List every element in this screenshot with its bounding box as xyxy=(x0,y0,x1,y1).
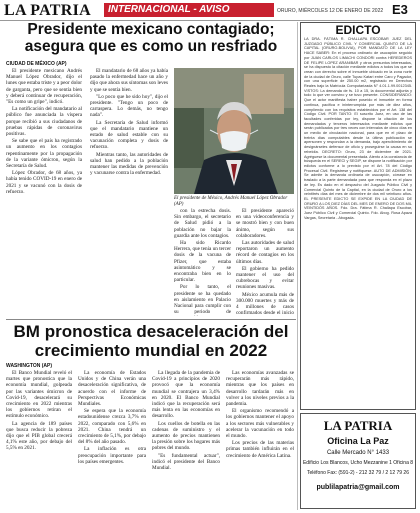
photo-caption: El presidente de México, Andrés Manuel López Obrador (AP) xyxy=(174,196,288,207)
ad-phone: Teléfono Fax: (591-2) - 212 32 79 / 2 12 79 26 xyxy=(306,470,409,476)
paragraph: El Banco Mundial reveló el martes que pronostica que la economía mundial, golpeada por las variantes ómicron de Covid-19, desacelerará su crecimiento en 2022 mientras los gobiernos retiran el estímulo económico. xyxy=(6,370,72,420)
paragraph: López Obrador, de 68 años, ya había tenido COVID-19 en enero de 2021 y se vacunó con la dosis de refuerzo. xyxy=(6,170,82,195)
story1-column-4 xyxy=(236,208,294,316)
paragraph: La llegada de la pandemia de Covid-19 a principios de 2020 provocó que la economía mundial se contrajera un 3,4% en 2020. El Banco Mundial indicó que la recuperación será más lenta en las economías en desarrollo. xyxy=(152,370,220,420)
story2-column-4 xyxy=(226,370,294,510)
paragraph: La economía de Estados Unidos y de China verán una desaceleración significativa, de acuerdo con el informe de Perspectivas Económicas Mundiales. xyxy=(78,370,146,408)
paragraph: El organismo recomendó a los gobiernos mantener el apoyo a los sectores más vulnerables y acelerar la vacunación en todo el mundo. xyxy=(226,408,294,440)
story2-column-3 xyxy=(152,370,220,510)
paragraph: Los cuellos de botella en las cadenas de suministro y el aumento de precios mantienen la presión sobre los hogares más pobres del mundo. xyxy=(152,420,220,452)
ad-building: Edificio Los Blancos, Ucho Mezzanine 1 Oficina 8 xyxy=(302,460,414,466)
paragraph: La inflación es otra preocupación importante para los países emergentes. xyxy=(78,446,146,465)
paragraph: Mientras tanto, las autoridades de salud han pedido a la población mantener las medidas de prevención y vacunarse contra la enfermedad. xyxy=(90,151,168,177)
paragraph: Ha sido Ricardo Herrera, que tenía un tercer dosis de la vacuna de Pfizer, que estaba asintomático y se encontraba bien en lo particular. xyxy=(174,240,231,284)
story2-dateline: WASHINGTON (AP) xyxy=(6,363,53,369)
column-divider xyxy=(297,22,298,510)
ad-subtitle: Oficina La Paz xyxy=(327,436,389,446)
president-photo-image xyxy=(174,68,294,194)
ad-address: Calle Mercado N° 1433 xyxy=(326,450,390,456)
paragraph: México acumula más de 300.000 muertes y más de 4 millones de casos confirmados desde el inicio xyxy=(236,291,294,316)
president-photo xyxy=(174,68,294,194)
paragraph: El presidente mexicano Andrés Manuel López Obrador, dijo el lunes que estaba triste y a peor dolor de garganta, pero que se sentía bien y deberá continuar de recuperación, "Es como un gripe", indicó. xyxy=(6,68,82,106)
story2-headline: BM pronostica desaceleración del crecimiento mundial en 2022 xyxy=(13,322,289,360)
story1-column-2 xyxy=(90,68,168,316)
story1-column-1 xyxy=(6,68,82,316)
ad-title: LA PATRIA xyxy=(323,418,393,433)
section-title: INTERNACIONAL - AVISO xyxy=(108,4,230,15)
story1-column-3 xyxy=(174,208,231,316)
paragraph: "Lo poco que he sido hoy", dijo el presidente. "Tengo un poco de carraspera. Lo demás, no tengo nada". xyxy=(90,93,168,119)
page-header xyxy=(0,0,420,21)
legal-notice-title: EDICTO xyxy=(335,23,381,37)
paragraph: Por lo tanto, el presidente se ha quedado en aislamiento en Palacio Nacional para cumplir con su periodo de xyxy=(174,284,231,316)
legal-notice xyxy=(300,22,416,410)
paragraph: Se sabe que el país ha registrado un aumento en los contagios repentinamente por la propagación de la variante ómicron, según la Secretaría de Salud. xyxy=(6,138,82,170)
paragraph: con la estrecha dosis. Sin embargo, el secretario de Salud pidió a la población no bajar la guardia ante los contagios. xyxy=(174,208,231,239)
paragraph: Las autoridades de salud reportaron un aumento récord de contagios en los últimos días. xyxy=(236,240,294,265)
story1-headline: Presidente mexicano contagiado; asegura que es como un resfriado xyxy=(24,21,278,55)
paragraph: "Es fundamental actuar", indicó el presidente del Banco Mundial. xyxy=(152,452,220,472)
ad-email[interactable]: publilapatria@gmail.com xyxy=(316,484,400,491)
issue-date: ORURO, MIÉRCOLES 12 DE ENERO DE 2022 xyxy=(277,8,384,14)
paragraph: Los precios de las materias primas también influirán en el crecimiento de América Latina. xyxy=(226,440,294,459)
story2-column-2 xyxy=(78,370,146,510)
paragraph: El presidente apareció en una videoconferencia y se mostró bien y con buen ánimo, según sus colaboradores. xyxy=(236,208,294,239)
paragraph: El mandatario de 68 años ya había pasado la enfermedad hace un año y dijo que ahora sus síntomas son leves y que se sentía bien. xyxy=(90,68,168,93)
paragraph: La agencia de 189 países que busca reducir la pobreza dijo que el PIB global crecerá 4,1% este año, por debajo del 5,5% en 2021. xyxy=(6,420,72,452)
paragraph: Las economías avanzadas se recuperarán más rápido, mientras que los países en desarrollo tardarán más en volver a los niveles previos a la pandemia. xyxy=(226,370,294,408)
paragraph: El gobierno ha pedido mantener el uso del cubrebocas y evitar reuniones masivas. xyxy=(236,265,294,291)
section-bar xyxy=(104,3,274,17)
story1-dateline: CIUDAD DE MÉXICO (AP) xyxy=(6,61,67,67)
masthead: LA PATRIA xyxy=(4,2,92,19)
story2-column-1 xyxy=(6,370,72,510)
paragraph: La Secretaría de Salud informó que el mandatario mantiene un estado de salud estable con su vacunación completa y dosis de refuerzo. xyxy=(90,119,168,151)
story-divider xyxy=(6,319,296,320)
paragraph: Se espera que la economía estadounidense crezca 3,7% en 2022, comparado con 5,6% en 2021. China tendrá un crecimiento de 5,1%, por debajo del 8% del año pasado. xyxy=(78,408,146,446)
legal-notice-body: LA DRA. FÁTIMA R. CHALLAPA ESCOBAR JUEZ DEL JUZGADO PÚBLICO CIVIL Y COMERCIAL QUINTO DE LA CAPITAL (ORURO-BOLIVIA), POR MANDATO DE LA LEY HACE SABER: En el proceso ordinario de usucapión seguido por JUAN CARLOS LIMACHI CONDORI contra HEREDEROS DE FELIPE LOPEZ ARANIBAR y otros presuntos interesados, se ha dispuesto la citación mediante edictos a todos los que se crean con derecho sobre el inmueble ubicado en la zona norte de la ciudad de Oruro, calle Tupac Katari entre Caro y Pagador, con una superficie de 250.00 m2, registrado en Derechos Reales bajo la Matrícula Computarizada N° 4.01.1.99.0012345. VISTOS: La demanda de fs. 10 a 15, la documental adjunta y todo lo que ver convino y se tuvo presente. CONSIDERANDO: Que el actor manifiesta haber poseído el inmueble en forma continua, pacífica e ininterrumpida por más de diez años, cumpliendo con los requisitos establecidos por el Art. 138 del Código Civil. POR TANTO: El suscrito Juez, en uso de las facultades conferidas por ley, dispone la citación de los demandados y terceros interesados mediante edictos que serán publicados por tres veces con intervalos de cinco días en un medio de circulación nacional, para que en el plazo de treinta días computables desde la última publicación se apersonen y respondan a la demanda, bajo apercibimiento de designárseles defensor de oficio y proseguirse la causa en su rebeldía. DECRETO: Oruro, 23 de diciembre de 2021. Agréguese la documental presentada. Atento a la constancia de búsqueda en el SERECI y SEGIP, se dispone la notificación por edictos conforme a lo previsto por el Art. 78 del Código Procesal Civil. Regístrese y notifíquese. AUTO DE ADMISIÓN: Se admite la demanda ordinaria de usucapión, córrase en traslado a la parte demandada para que responda en el plazo de ley. Es dado en el despacho del Juzgado Público Civil y Comercial Quinto de la Capital, en la ciudad de Oruro a los veintitrés días del mes de diciembre de dos mil veintiuno años. EL PRESENTE EDICTO SE EXPIDE EN LA CIUDAD DE ORURO A LOS DIEZ DÍAS DEL MES DE ENERO DE DOS MIL VEINTIDÓS AÑOS. Fdo. Dra. Fátima R. Challapa Escobar, Juez Público Civil y Comercial Quinto. Fdo. Abog. Rosa Apaza Vargas, Secretaria - Abogada. xyxy=(304,37,412,220)
office-advertisement xyxy=(300,413,416,509)
page-number: E3 xyxy=(392,2,408,17)
paragraph: La notificación del mandatario al público fue anunciada la víspera porque recibió a sus ciudadanos de pruebas rápidas de coronavirus positivas. xyxy=(6,106,82,138)
